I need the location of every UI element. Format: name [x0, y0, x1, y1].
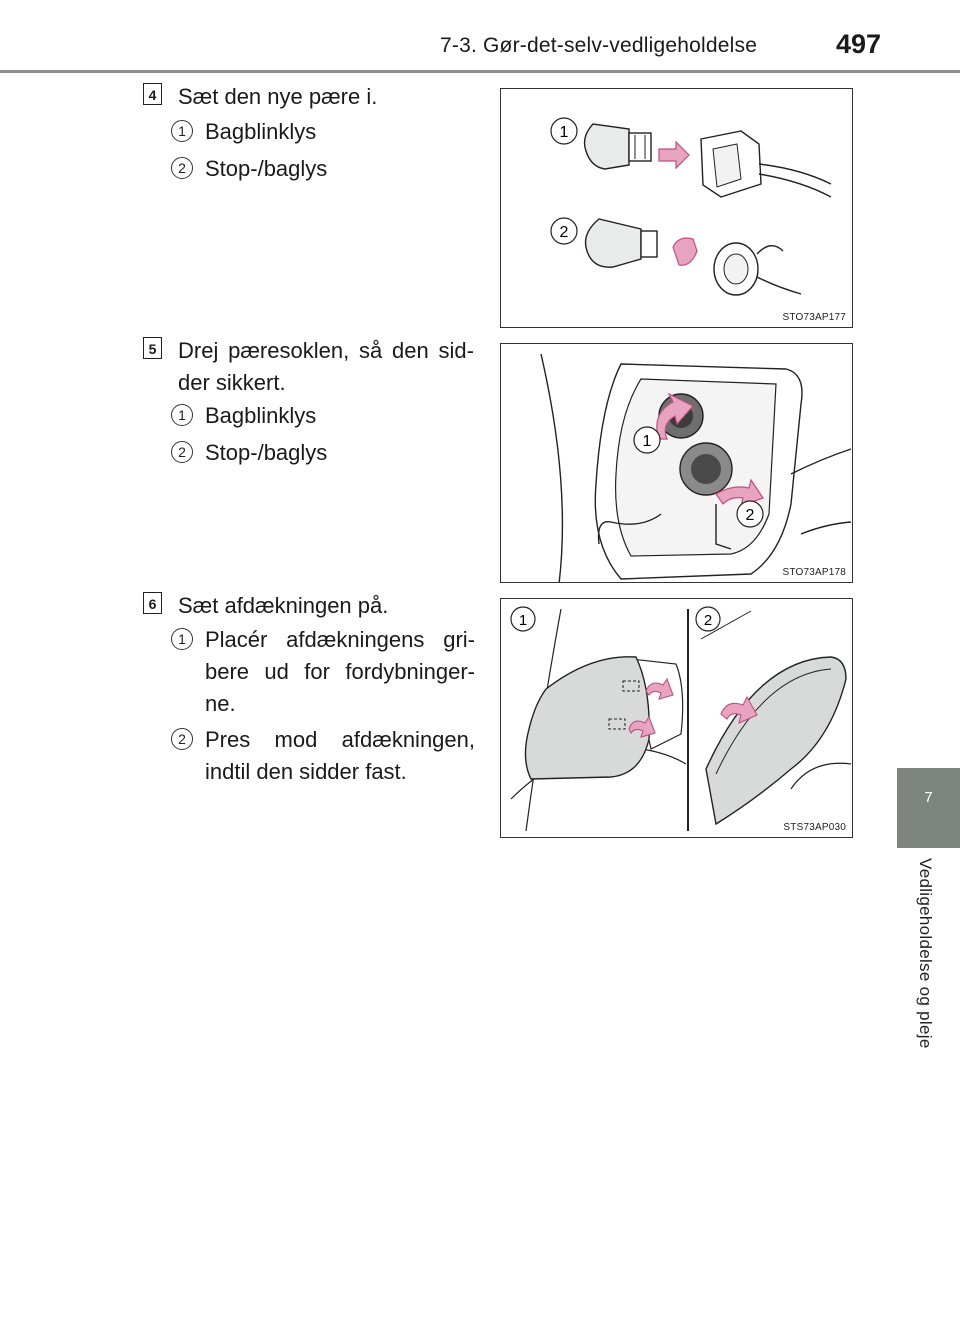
- section-title: 7-3. Gør-det-selv-vedligeholdelse: [440, 34, 758, 57]
- sub-number: 1: [178, 407, 186, 423]
- sub-number: 1: [178, 123, 186, 139]
- figure-cover-install: [500, 598, 853, 838]
- bulb-insert-illustration: [501, 89, 853, 328]
- cover-icon: [706, 657, 846, 824]
- header-rule: [0, 70, 960, 73]
- sub-item-text: Stop-/baglys: [205, 440, 328, 465]
- cover-install-illustration: [501, 599, 853, 838]
- sub-number-icon: [170, 627, 194, 651]
- sub-number: 2: [178, 731, 186, 747]
- sub-item-text: Stop-/baglys: [205, 156, 328, 181]
- figure-label: 2: [745, 507, 755, 524]
- arrow-icon: [659, 142, 689, 168]
- sub-number-icon: [170, 440, 194, 464]
- step-4-text: Sæt den nye pære i.: [178, 84, 378, 109]
- sub-number-icon: [170, 727, 194, 751]
- chapter-title: Vedligeholdelse og pleje: [916, 858, 935, 1049]
- figure-label: 1: [642, 433, 652, 450]
- figure-label: 1: [518, 612, 528, 629]
- sub-item-text: Pres mod afdækningen, indtil den sidder fast.: [205, 727, 475, 784]
- round-bulb-icon: [586, 219, 642, 267]
- figure-code: STS73AP030: [783, 822, 846, 833]
- chapter-tab: 7: [897, 768, 960, 848]
- wedge-bulb-icon: [585, 124, 629, 169]
- figure-label: 2: [559, 224, 569, 241]
- step-5-text: Drej pæresoklen, så den sid-der sikkert.: [178, 338, 474, 395]
- step-badge-6: 6: [143, 592, 162, 614]
- step-6-text: Sæt afdækningen på.: [178, 593, 389, 618]
- figure-code: STO73AP177: [782, 312, 846, 323]
- sub-number: 2: [178, 160, 186, 176]
- rotate-arrow-icon: [673, 238, 697, 265]
- step-badge-4: 4: [143, 83, 162, 105]
- figure-label: 1: [559, 124, 569, 141]
- sub-number: 2: [178, 444, 186, 460]
- sub-number-icon: [170, 119, 194, 143]
- socket-rotate-illustration: [501, 344, 853, 583]
- sub-item-text: Placér afdækningens gri-bere ud for fordybninger-ne.: [205, 627, 475, 716]
- sub-item-text: Bagblinklys: [205, 403, 317, 428]
- figure-code: STO73AP178: [782, 567, 846, 578]
- sub-item-text: Bagblinklys: [205, 119, 317, 144]
- step-badge-5: 5: [143, 337, 162, 359]
- figure-socket-rotate: [500, 343, 853, 583]
- figure-label: 2: [703, 612, 713, 629]
- figure-bulb-insert: [500, 88, 853, 328]
- sub-number-icon: [170, 403, 194, 427]
- cover-icon: [525, 657, 649, 779]
- page-number: 497: [836, 29, 882, 59]
- sub-number: 1: [178, 631, 186, 647]
- sub-number-icon: [170, 156, 194, 180]
